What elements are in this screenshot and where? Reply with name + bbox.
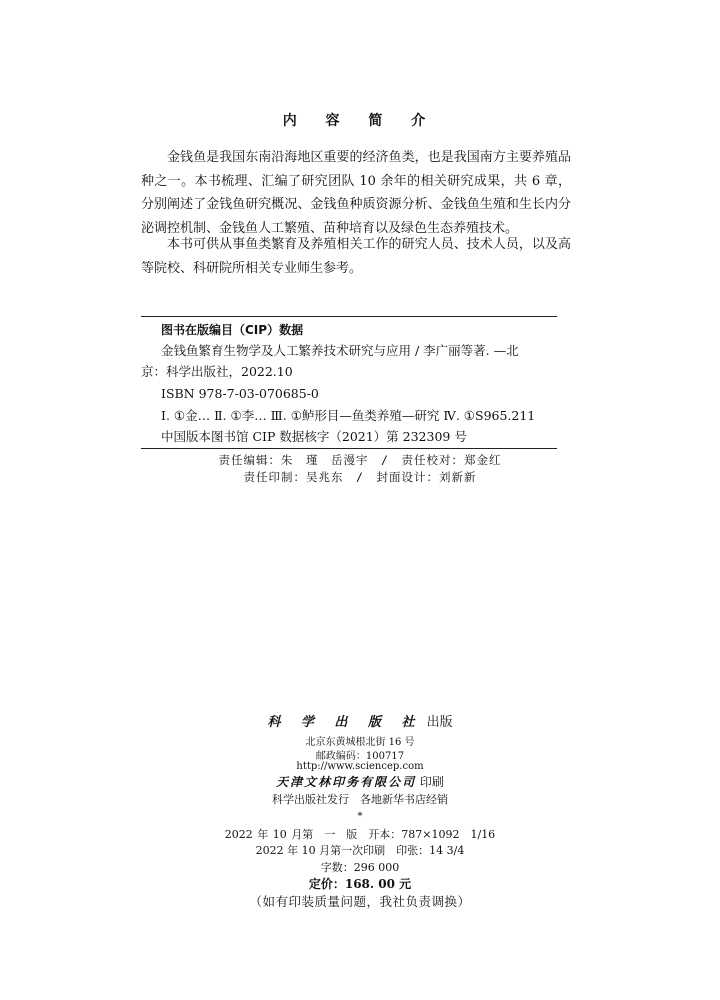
- publisher-url: http://www.sciencep.com: [296, 761, 424, 772]
- cip-line-classification: Ⅰ. ①金… Ⅱ. ①李… Ⅲ. ①鲈形目—鱼类养殖—研究 Ⅳ. ①S965.211: [161, 408, 536, 423]
- cip-bottom-rule: [141, 448, 557, 449]
- printer-line: [0, 773, 720, 790]
- intro-paragraph-1: 金钱鱼是我国东南沿海地区重要的经济鱼类，也是我国南方主要养殖品种之一。本书梳理、汇编了研究团队 10 余年的相关研究成果，共 6 章，分别阐述了金钱鱼研究概况、金钱鱼种质资源分析、金钱鱼生殖和生长内分泌调控机制、金钱鱼人工繁殖、苗种培育以及绿色生态养殖技术。: [141, 150, 571, 236]
- quality-notice: （如有印装质量问题，我社负责调换）: [249, 894, 471, 909]
- word-count: 字数：296 000: [320, 861, 400, 874]
- publisher-suffix: 出版: [426, 715, 453, 730]
- page-title: 内 容 简 介: [282, 113, 438, 129]
- postal-code: 邮政编码：100717: [315, 751, 405, 762]
- cip-line-publisher: 京：科学出版社，2022.10: [141, 364, 293, 379]
- cip-line-isbn: ISBN 978-7-03-070685-0: [161, 386, 319, 401]
- cip-line-record-number: 中国版本图书馆 CIP 数据核字（2021）第 232309 号: [161, 429, 467, 444]
- printing-line: 2022 年 10 月第一次印刷 印张：14 3/4: [255, 844, 465, 857]
- cip-heading: 图书在版编目（CIP）数据: [161, 323, 304, 337]
- intro-paragraph-2: 本书可供从事鱼类繁育及养殖相关工作的研究人员、技术人员，以及高等院校、科研院所相关专业师生参考。: [141, 237, 571, 276]
- printer-suffix: 印刷: [419, 775, 444, 789]
- distribution-line: 科学出版社发行 各地新华书店经销: [272, 793, 448, 806]
- cip-top-rule: [141, 316, 557, 317]
- edition-line: 2022 年 10 月第 一 版 开本：787×1092 1/16: [224, 828, 496, 841]
- publisher-address: 北京东黄城根北街 16 号: [305, 737, 415, 748]
- separator-star: *: [357, 811, 363, 822]
- publisher-name: 科 学 出 版 社: [267, 715, 423, 730]
- production-line: 责任印制：吴兆东 / 封面设计：刘新新: [243, 470, 477, 484]
- price: 定价：168. 00 元: [308, 877, 412, 891]
- cip-line-title: 金钱鱼繁育生物学及人工繁养技术研究与应用 / 李广丽等著. —北: [161, 343, 519, 358]
- printer-name: 天津文林印务有限公司: [276, 775, 417, 789]
- editors-line: 责任编辑：朱 瑾 岳漫宇 / 责任校对：郑金红: [218, 453, 502, 467]
- publisher-line: [0, 711, 720, 730]
